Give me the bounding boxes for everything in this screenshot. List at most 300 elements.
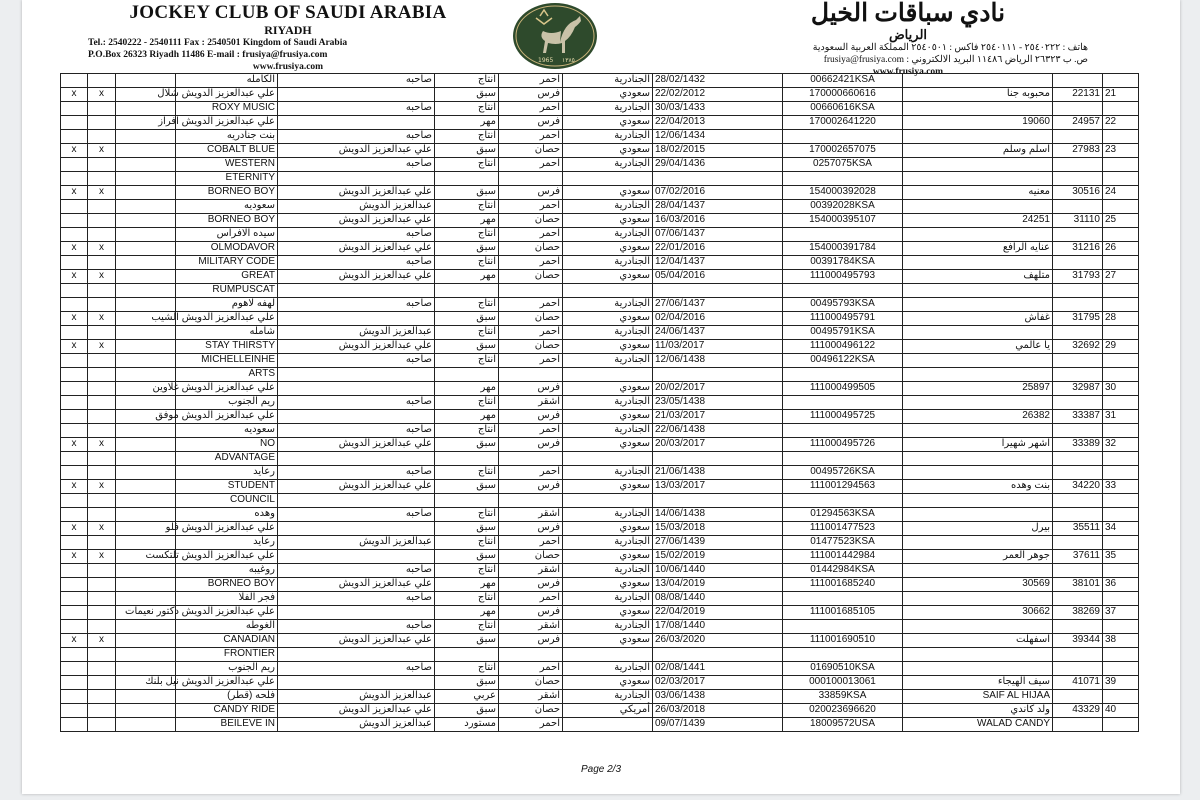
table-row [61,480,1139,494]
table-cell [278,172,435,186]
table-cell: مهر [435,606,499,620]
table-cell [783,592,903,606]
table-cell: علي عبدالعزيز الدويش نيل بلنك [176,676,278,690]
table-cell [88,172,116,186]
table-cell: احمر [499,102,563,116]
table-cell [61,74,88,88]
table-cell [61,214,88,228]
table-cell: 30 [1103,382,1139,396]
table-cell [1103,452,1139,466]
table-cell: 39344 [1053,634,1103,648]
table-cell: انتاج [435,74,499,88]
table-cell: الجنادرية [563,592,653,606]
table-cell: 01294563KSA [783,508,903,522]
table-row [61,606,1139,620]
table-cell: CANADIAN [176,634,278,648]
table-cell [116,578,176,592]
table-cell: BORNEO BOY [176,214,278,228]
table-cell [1103,200,1139,214]
horse-registry-table [60,73,1139,732]
table-cell [61,704,88,718]
table-cell: 14/06/1438 [653,508,783,522]
table-cell: سعودي [563,270,653,284]
table-cell: MICHELLEINHE [176,354,278,368]
table-cell [88,592,116,606]
table-cell: علي عبدالعزيز الدويش فلو [176,522,278,536]
table-cell [1053,662,1103,676]
table-cell: محبوبه جنا [903,88,1053,102]
table-row [61,718,1139,732]
table-cell: 11/03/2017 [653,340,783,354]
table-cell: احمر [499,424,563,438]
table-cell: انتاج [435,620,499,634]
table-cell [88,424,116,438]
table-cell [1103,158,1139,172]
table-cell: أمريكي [563,704,653,718]
table-cell: انتاج [435,508,499,522]
table-cell: x [88,144,116,158]
table-cell: 36 [1103,578,1139,592]
table-cell: سبق [435,242,499,256]
table-cell [116,536,176,550]
table-cell: 020023696620 [783,704,903,718]
table-cell [1053,690,1103,704]
table-cell: فرس [499,578,563,592]
table-cell [435,284,499,298]
table-cell [563,452,653,466]
table-cell [1103,466,1139,480]
table-cell: 38101 [1053,578,1103,592]
table-cell: صاحبه [278,508,435,522]
table-cell: 21/06/1438 [653,466,783,480]
table-cell: اشقر [499,690,563,704]
table-cell [61,508,88,522]
table-cell: وهده [176,508,278,522]
table-cell: انتاج [435,200,499,214]
table-cell: حصان [499,270,563,284]
table-cell: عبدالعزيز الدويش [278,690,435,704]
table-cell: 37 [1103,606,1139,620]
table-cell [278,410,435,424]
table-cell: 24 [1103,186,1139,200]
table-cell: فرس [499,634,563,648]
table-cell [116,214,176,228]
table-cell: مستورد [435,718,499,732]
table-cell [1053,158,1103,172]
table-cell [88,368,116,382]
table-cell: 01442984KSA [783,564,903,578]
table-row [61,270,1139,284]
table-cell: 26382 [903,410,1053,424]
table-cell: سعودي [563,340,653,354]
table-cell: 22/04/2019 [653,606,783,620]
table-cell [1103,256,1139,270]
table-cell [903,74,1053,88]
table-cell [499,494,563,508]
table-cell [88,256,116,270]
table-cell [116,368,176,382]
table-cell: سعودي [563,438,653,452]
table-cell: صاحبه [278,228,435,242]
table-cell: 18/02/2015 [653,144,783,158]
table-cell [61,606,88,620]
table-cell: 154000395107 [783,214,903,228]
table-cell [61,494,88,508]
table-cell: سيده الافراس [176,228,278,242]
table-row [61,424,1139,438]
table-cell [61,326,88,340]
table-cell: الجنادرية [563,74,653,88]
table-cell [903,102,1053,116]
table-cell [61,102,88,116]
table-cell: اشقر [499,620,563,634]
table-cell: 24/06/1437 [653,326,783,340]
table-cell [1053,620,1103,634]
table-cell [1053,326,1103,340]
table-cell [563,494,653,508]
table-cell [116,592,176,606]
table-cell [61,578,88,592]
table-cell: x [88,270,116,284]
table-cell [88,284,116,298]
table-cell [116,424,176,438]
table-cell [116,648,176,662]
table-cell [1103,494,1139,508]
table-cell: عبدالعزيز الدويش [278,536,435,550]
table-cell [61,620,88,634]
table-cell [116,256,176,270]
table-cell [88,130,116,144]
table-cell [1053,452,1103,466]
table-cell [116,718,176,732]
table-cell: x [61,340,88,354]
table-cell: انتاج [435,298,499,312]
table-cell [61,172,88,186]
table-cell [903,326,1053,340]
table-cell: 12/04/1437 [653,256,783,270]
table-cell: انتاج [435,354,499,368]
table-cell [116,354,176,368]
table-cell: سعودي [563,88,653,102]
table-cell: x [61,634,88,648]
table-cell: ريم الجنوب [176,662,278,676]
table-cell: الجنادرية [563,564,653,578]
table-cell [88,214,116,228]
table-cell: 07/02/2016 [653,186,783,200]
table-cell [61,662,88,676]
table-cell [563,368,653,382]
table-cell [88,578,116,592]
table-cell [116,228,176,242]
table-cell: 154000391784 [783,242,903,256]
table-cell [783,648,903,662]
table-cell: 20/02/2017 [653,382,783,396]
table-cell [116,186,176,200]
table-cell: سعودي [563,480,653,494]
table-cell [278,284,435,298]
table-cell: انتاج [435,396,499,410]
table-row [61,578,1139,592]
table-cell [1053,102,1103,116]
table-row [61,144,1139,158]
table-cell: الجنادرية [563,536,653,550]
table-cell: 111000495793 [783,270,903,284]
table-cell: حصان [499,704,563,718]
table-cell [61,690,88,704]
english-letterhead [88,2,488,73]
table-cell [903,452,1053,466]
website-ar: www.frusiya.com [872,67,944,77]
table-cell [88,606,116,620]
table-cell [903,466,1053,480]
table-cell: 26/03/2020 [653,634,783,648]
club-logo [510,2,600,70]
table-cell: 02/03/2017 [653,676,783,690]
table-row [61,662,1139,676]
table-cell: احمر [499,158,563,172]
table-cell: BORNEO BOY [176,578,278,592]
table-cell: 31 [1103,410,1139,424]
table-cell: سعودي [563,410,653,424]
table-cell: الجنادرية [563,102,653,116]
table-row [61,466,1139,480]
table-cell: x [61,186,88,200]
table-cell [116,508,176,522]
table-cell: فرس [499,410,563,424]
table-cell: 19060 [903,116,1053,130]
table-cell: 35511 [1053,522,1103,536]
table-cell [653,452,783,466]
table-cell: 12/06/1438 [653,354,783,368]
table-row [61,410,1139,424]
table-row [61,354,1139,368]
table-cell [116,438,176,452]
table-cell [1053,494,1103,508]
table-cell: ريم الجنوب [176,396,278,410]
table-cell: اسلم وسلم [903,144,1053,158]
table-cell: x [88,480,116,494]
table-cell [1053,564,1103,578]
table-cell [61,424,88,438]
table-cell: متلهف [903,270,1053,284]
table-cell: 31216 [1053,242,1103,256]
table-cell [1053,200,1103,214]
table-cell: x [61,480,88,494]
table-row [61,536,1139,550]
table-cell [1103,718,1139,732]
table-cell: علي عبدالعزيز الدويش [278,242,435,256]
table-cell [116,298,176,312]
table-cell: 25897 [903,382,1053,396]
table-cell [1053,718,1103,732]
table-cell: 38 [1103,634,1139,648]
table-cell [88,326,116,340]
table-cell: BEILEVE IN [176,718,278,732]
table-cell [88,354,116,368]
table-cell: 111001685240 [783,578,903,592]
table-cell: 30569 [903,578,1053,592]
table-cell [88,298,116,312]
table-cell: 13/04/2019 [653,578,783,592]
table-cell: 39 [1103,676,1139,690]
table-cell [1053,284,1103,298]
table-row [61,704,1139,718]
table-cell [278,116,435,130]
arabic-letterhead [728,0,1088,78]
table-cell: معنيه [903,186,1053,200]
table-cell: 31110 [1053,214,1103,228]
table-cell [903,158,1053,172]
table-cell [116,340,176,354]
table-cell [116,452,176,466]
table-cell: الجنادرية [563,326,653,340]
table-cell: GREAT [176,270,278,284]
table-cell [653,494,783,508]
table-cell [903,592,1053,606]
table-cell: انتاج [435,424,499,438]
table-cell [435,368,499,382]
table-cell [278,522,435,536]
table-cell: جوهر العمر [903,550,1053,564]
table-cell [1053,354,1103,368]
table-cell: احمر [499,536,563,550]
table-cell: علي عبدالعزيز الدويش [278,340,435,354]
table-cell [116,200,176,214]
table-cell [563,648,653,662]
table-cell: 05/04/2016 [653,270,783,284]
table-cell: اشهر شهيرا [903,438,1053,452]
table-cell: سبق [435,88,499,102]
table-cell: 111001477523 [783,522,903,536]
address-line-ar: ص. ب ٢٦٣٢٣ الرياض ١١٤٨٦ البريد الالكتروني : frusiya@frusiya.com [823,55,1088,65]
table-cell [278,452,435,466]
table-cell [903,256,1053,270]
table-cell [1103,298,1139,312]
table-cell: بنت جنادريه [176,130,278,144]
table-cell [278,494,435,508]
table-cell: 15/03/2018 [653,522,783,536]
table-cell: فرس [499,186,563,200]
table-cell: 27/06/1439 [653,536,783,550]
table-cell: سعودي [563,550,653,564]
table-cell: علي عبدالعزيز الدويش [278,480,435,494]
table-cell [61,354,88,368]
table-cell: احمر [499,74,563,88]
table-row [61,676,1139,690]
table-cell: 26 [1103,242,1139,256]
table-row [61,102,1139,116]
table-cell: الجنادرية [563,256,653,270]
table-cell: عربي [435,690,499,704]
table-cell: سبق [435,634,499,648]
table-cell: 31793 [1053,270,1103,284]
table-cell [61,564,88,578]
table-cell [653,172,783,186]
table-cell: 30662 [903,606,1053,620]
table-cell: 111001442984 [783,550,903,564]
table-row [61,522,1139,536]
table-cell: 24957 [1053,116,1103,130]
table-cell [1053,172,1103,186]
table-cell [1103,172,1139,186]
table-cell [61,536,88,550]
table-cell: سعوديه [176,200,278,214]
table-cell [903,298,1053,312]
table-row [61,690,1139,704]
page-number: Page 2/3 [580,764,622,775]
table-cell: WALAD CANDY [903,718,1053,732]
table-cell [499,648,563,662]
table-cell: مهر [435,578,499,592]
table-cell [1053,592,1103,606]
table-row [61,130,1139,144]
table-cell: الجنادرية [563,662,653,676]
table-cell [116,564,176,578]
table-cell [1103,396,1139,410]
table-cell: 10/06/1440 [653,564,783,578]
table-cell: 27 [1103,270,1139,284]
table-cell [1103,648,1139,662]
table-cell: 111000495791 [783,312,903,326]
table-cell: الجنادرية [563,396,653,410]
table-cell [116,690,176,704]
table-cell: 30/03/1433 [653,102,783,116]
table-cell: MILITARY CODE [176,256,278,270]
table-cell: علي عبدالعزيز الدويش [278,214,435,228]
table-cell: 28/04/1437 [653,200,783,214]
table-cell: صاحبه [278,354,435,368]
table-cell: احمر [499,200,563,214]
table-cell: فرس [499,438,563,452]
table-cell [903,648,1053,662]
table-cell: 31795 [1053,312,1103,326]
table-cell: علي عبدالعزيز الدويش غلاوين [176,382,278,396]
table-cell: فرس [499,480,563,494]
table-cell [1103,620,1139,634]
table-cell [1053,424,1103,438]
table-row [61,396,1139,410]
table-cell: OLMODAVOR [176,242,278,256]
table-cell [903,130,1053,144]
table-row [61,438,1139,452]
table-cell [61,298,88,312]
table-cell: حصان [499,242,563,256]
table-cell [278,382,435,396]
table-cell: الجنادرية [563,620,653,634]
table-cell: علي عبدالعزيز الدويش [278,186,435,200]
table-cell: سبق [435,550,499,564]
table-cell: الجنادرية [563,200,653,214]
table-cell: سعودي [563,606,653,620]
table-cell [61,284,88,298]
table-cell: سعوديه [176,424,278,438]
table-cell: ARTS [176,368,278,382]
table-cell [88,508,116,522]
table-cell: علي عبدالعزيز الدويش [278,634,435,648]
table-cell: 30516 [1053,186,1103,200]
table-cell: صاحبه [278,396,435,410]
club-name-en: JOCKEY CLUB OF SAUDI ARABIA [129,2,447,23]
table-cell: علي عبدالعزيز الدويش [278,704,435,718]
table-cell: 22 [1103,116,1139,130]
table-cell: الجنادرية [563,298,653,312]
table-cell: 111000499505 [783,382,903,396]
table-cell [116,480,176,494]
club-name-ar: نادي سباقات الخيل [810,0,1006,27]
table-row [61,312,1139,326]
table-cell: احمر [499,130,563,144]
table-cell [88,648,116,662]
